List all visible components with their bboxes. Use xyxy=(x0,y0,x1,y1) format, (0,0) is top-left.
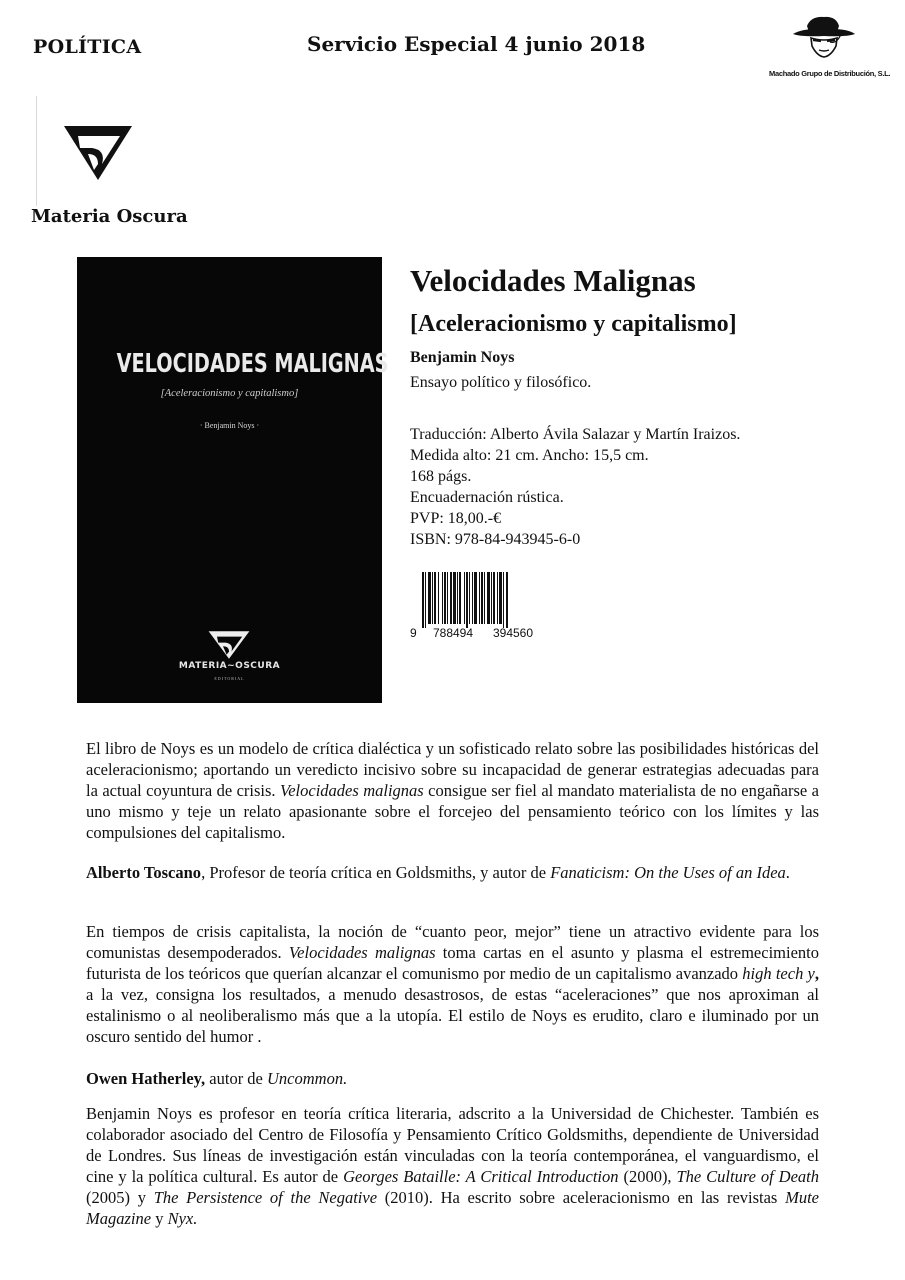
bio-text-3: (2005) y xyxy=(86,1188,154,1207)
spec-dimensions: Medida alto: 21 cm. Ancho: 15,5 cm. xyxy=(410,447,649,464)
isbn-barcode xyxy=(410,572,555,642)
barcode-bar xyxy=(479,572,480,624)
distributor-logo xyxy=(769,12,891,78)
book-specs xyxy=(410,424,880,550)
barcode-bar xyxy=(472,572,473,624)
barcode-bar xyxy=(474,572,477,624)
bio-text: Benjamin Noys es profesor en teoría crítica literaria, adscrito a la Universidad de Chichester. También es colaborador asociado del Centro de Filosofía y Pensamiento Crítico Goldsmiths, dependiente de Universidad de Londres. Sus líneas de investigación están vinculadas con la teoría contemporánea, el vanguardismo, el cine y la política cultural. Es autor de xyxy=(86,1104,819,1186)
reviewer-name-2: Owen Hatherley, xyxy=(86,1069,206,1088)
barcode-bar xyxy=(447,572,448,624)
barcode-bar xyxy=(481,572,483,624)
barcode-bar xyxy=(469,572,470,624)
bio-text-4: (2010). Ha escrito sobre aceleracionismo en las revistas xyxy=(377,1188,786,1207)
fedora-face-icon xyxy=(789,12,859,62)
reviewer-work-2: Uncommon. xyxy=(267,1069,348,1088)
barcode-bar xyxy=(459,572,461,624)
cover-title: VELOCIDADES MALIGNAS xyxy=(116,349,389,379)
spec-translation: Traducción: Alberto Ávila Salazar y Martín Iraizos. xyxy=(410,426,741,443)
publisher-logo xyxy=(62,124,134,187)
cover-publisher: MATERIA~OSCURA xyxy=(178,661,281,671)
cover-author: · Benjamin Noys · xyxy=(199,421,260,430)
bio-work-1: Georges Bataille: A Critical Introduction xyxy=(343,1167,619,1186)
barcode-bar xyxy=(506,572,508,628)
barcode-bar xyxy=(457,572,458,624)
barcode-bar xyxy=(466,572,468,628)
barcode-bar xyxy=(434,572,436,624)
cover-subtitle: [Aceleracionismo y capitalismo] xyxy=(160,388,299,399)
bio-text-5: y xyxy=(151,1209,168,1228)
review-1-text-end: consigue ser fiel al mandato materialista de no engañarse a uno mismo y teje un relato apasionante sobre el forcejeo del pensamiento teórico con los límites y las compulsiones del capitalismo. xyxy=(86,781,819,842)
review-1-book-title: Velocidades malignas xyxy=(279,781,424,800)
barcode-bar xyxy=(484,572,485,624)
bio-magazine-2: Nyx. xyxy=(167,1209,198,1228)
triangle-logo-icon xyxy=(62,124,134,182)
barcode-bar xyxy=(438,572,439,624)
reviewer-work-1: Fanaticism: On the Uses of an Idea xyxy=(550,863,786,882)
review-1-text: El libro de Noys es un modelo de crítica dialéctica y un sofisticado relato sobre las posibilidades históricas del aceleracionismo; aportando un veredicto incisivo sobre su incapacidad de generar estrategias adecuadas para la actual coyuntura de crisis. xyxy=(86,739,819,800)
spec-pages: 168 págs. xyxy=(410,468,472,485)
review-credit-2 xyxy=(86,1068,819,1089)
barcode-digits xyxy=(410,626,544,640)
cover-logo xyxy=(207,630,251,665)
review-paragraph-2 xyxy=(86,921,819,1047)
barcode-bar xyxy=(453,572,456,624)
barcode-bar xyxy=(442,572,443,624)
barcode-bar xyxy=(432,572,433,624)
barcode-right-digits: 394560 xyxy=(492,626,534,640)
spec-isbn: ISBN: 978-84-943945-6-0 xyxy=(410,531,581,548)
review-2-text-mid: toma cartas en el asunto y plasma el estremecimiento futurista de los teóricos que querían alcanzar el comunismo por medio de un capitalismo avanzado xyxy=(86,943,819,983)
spec-binding: Encuadernación rústica. xyxy=(410,489,564,506)
service-title: Servicio Especial 4 junio 2018 xyxy=(307,32,646,56)
divider xyxy=(36,96,37,206)
book-cover xyxy=(77,257,389,703)
review-2-book-title: Velocidades malignas xyxy=(288,943,436,962)
book-title: Velocidades Malignas xyxy=(410,263,696,298)
barcode-left-digits: 788494 xyxy=(432,626,474,640)
book-genre: Ensayo político y filosófico. xyxy=(410,374,592,391)
bio-magazine-1: Mute Magazine xyxy=(86,1188,819,1228)
reviewer-role-2: autor de xyxy=(205,1069,268,1088)
barcode-bar xyxy=(464,572,465,624)
distributor-name: Machado Grupo de Distribución, S.L. xyxy=(769,69,891,78)
review-credit-1 xyxy=(86,862,819,883)
reviewer-end-1: . xyxy=(785,863,790,882)
book-subtitle: [Aceleracionismo y capitalismo] xyxy=(410,311,737,337)
barcode-bars xyxy=(410,572,555,628)
book-info xyxy=(410,262,880,550)
bio-text-2: (2000), xyxy=(618,1167,677,1186)
reviewer-name-1: Alberto Toscano xyxy=(86,863,202,882)
review-2-text: En tiempos de crisis capitalista, la noción de “cuanto peor, mejor” tiene un atractivo evidente para los comunistas desempoderados. xyxy=(86,922,819,962)
publisher-name: Materia Oscura xyxy=(31,206,188,227)
barcode-bar xyxy=(428,572,431,624)
spec-price: PVP: 18,00.-€ xyxy=(410,510,502,527)
triangle-logo-icon xyxy=(207,630,251,660)
barcode-bar xyxy=(444,572,446,624)
review-paragraph-1 xyxy=(86,738,819,843)
barcode-bar xyxy=(422,572,424,628)
barcode-bar xyxy=(425,572,426,628)
bio-work-2: The Culture of Death xyxy=(676,1167,820,1186)
cover-publisher-sub: EDITORIAL xyxy=(214,676,245,681)
barcode-bar xyxy=(491,572,492,624)
barcode-bar xyxy=(450,572,452,624)
review-2-italic-phrase: high tech y xyxy=(742,964,815,983)
barcode-bar xyxy=(487,572,490,624)
review-2-text-end: a la vez, consigna los resultados, a menudo desastrosos, de estas “aceleraciones” que nos aproximan al estalinismo o al neoliberalismo más que a la utopía. El estilo de Noys es erudito, claro e iluminado por un oscuro sentido del humor . xyxy=(86,985,819,1046)
barcode-bar xyxy=(493,572,495,624)
barcode-bar xyxy=(497,572,498,624)
reviewer-role-1: , Profesor de teoría crítica en Goldsmiths, y autor de xyxy=(201,863,551,882)
author-bio xyxy=(86,1103,819,1229)
barcode-bar xyxy=(499,572,502,624)
review-2-comma: , xyxy=(814,964,819,983)
barcode-lead-digit: 9 xyxy=(410,626,417,640)
barcode-bar xyxy=(503,572,504,628)
section-label: POLÍTICA xyxy=(33,36,142,58)
book-author: Benjamin Noys xyxy=(410,349,515,366)
bio-work-3: The Persistence of the Negative xyxy=(153,1188,378,1207)
